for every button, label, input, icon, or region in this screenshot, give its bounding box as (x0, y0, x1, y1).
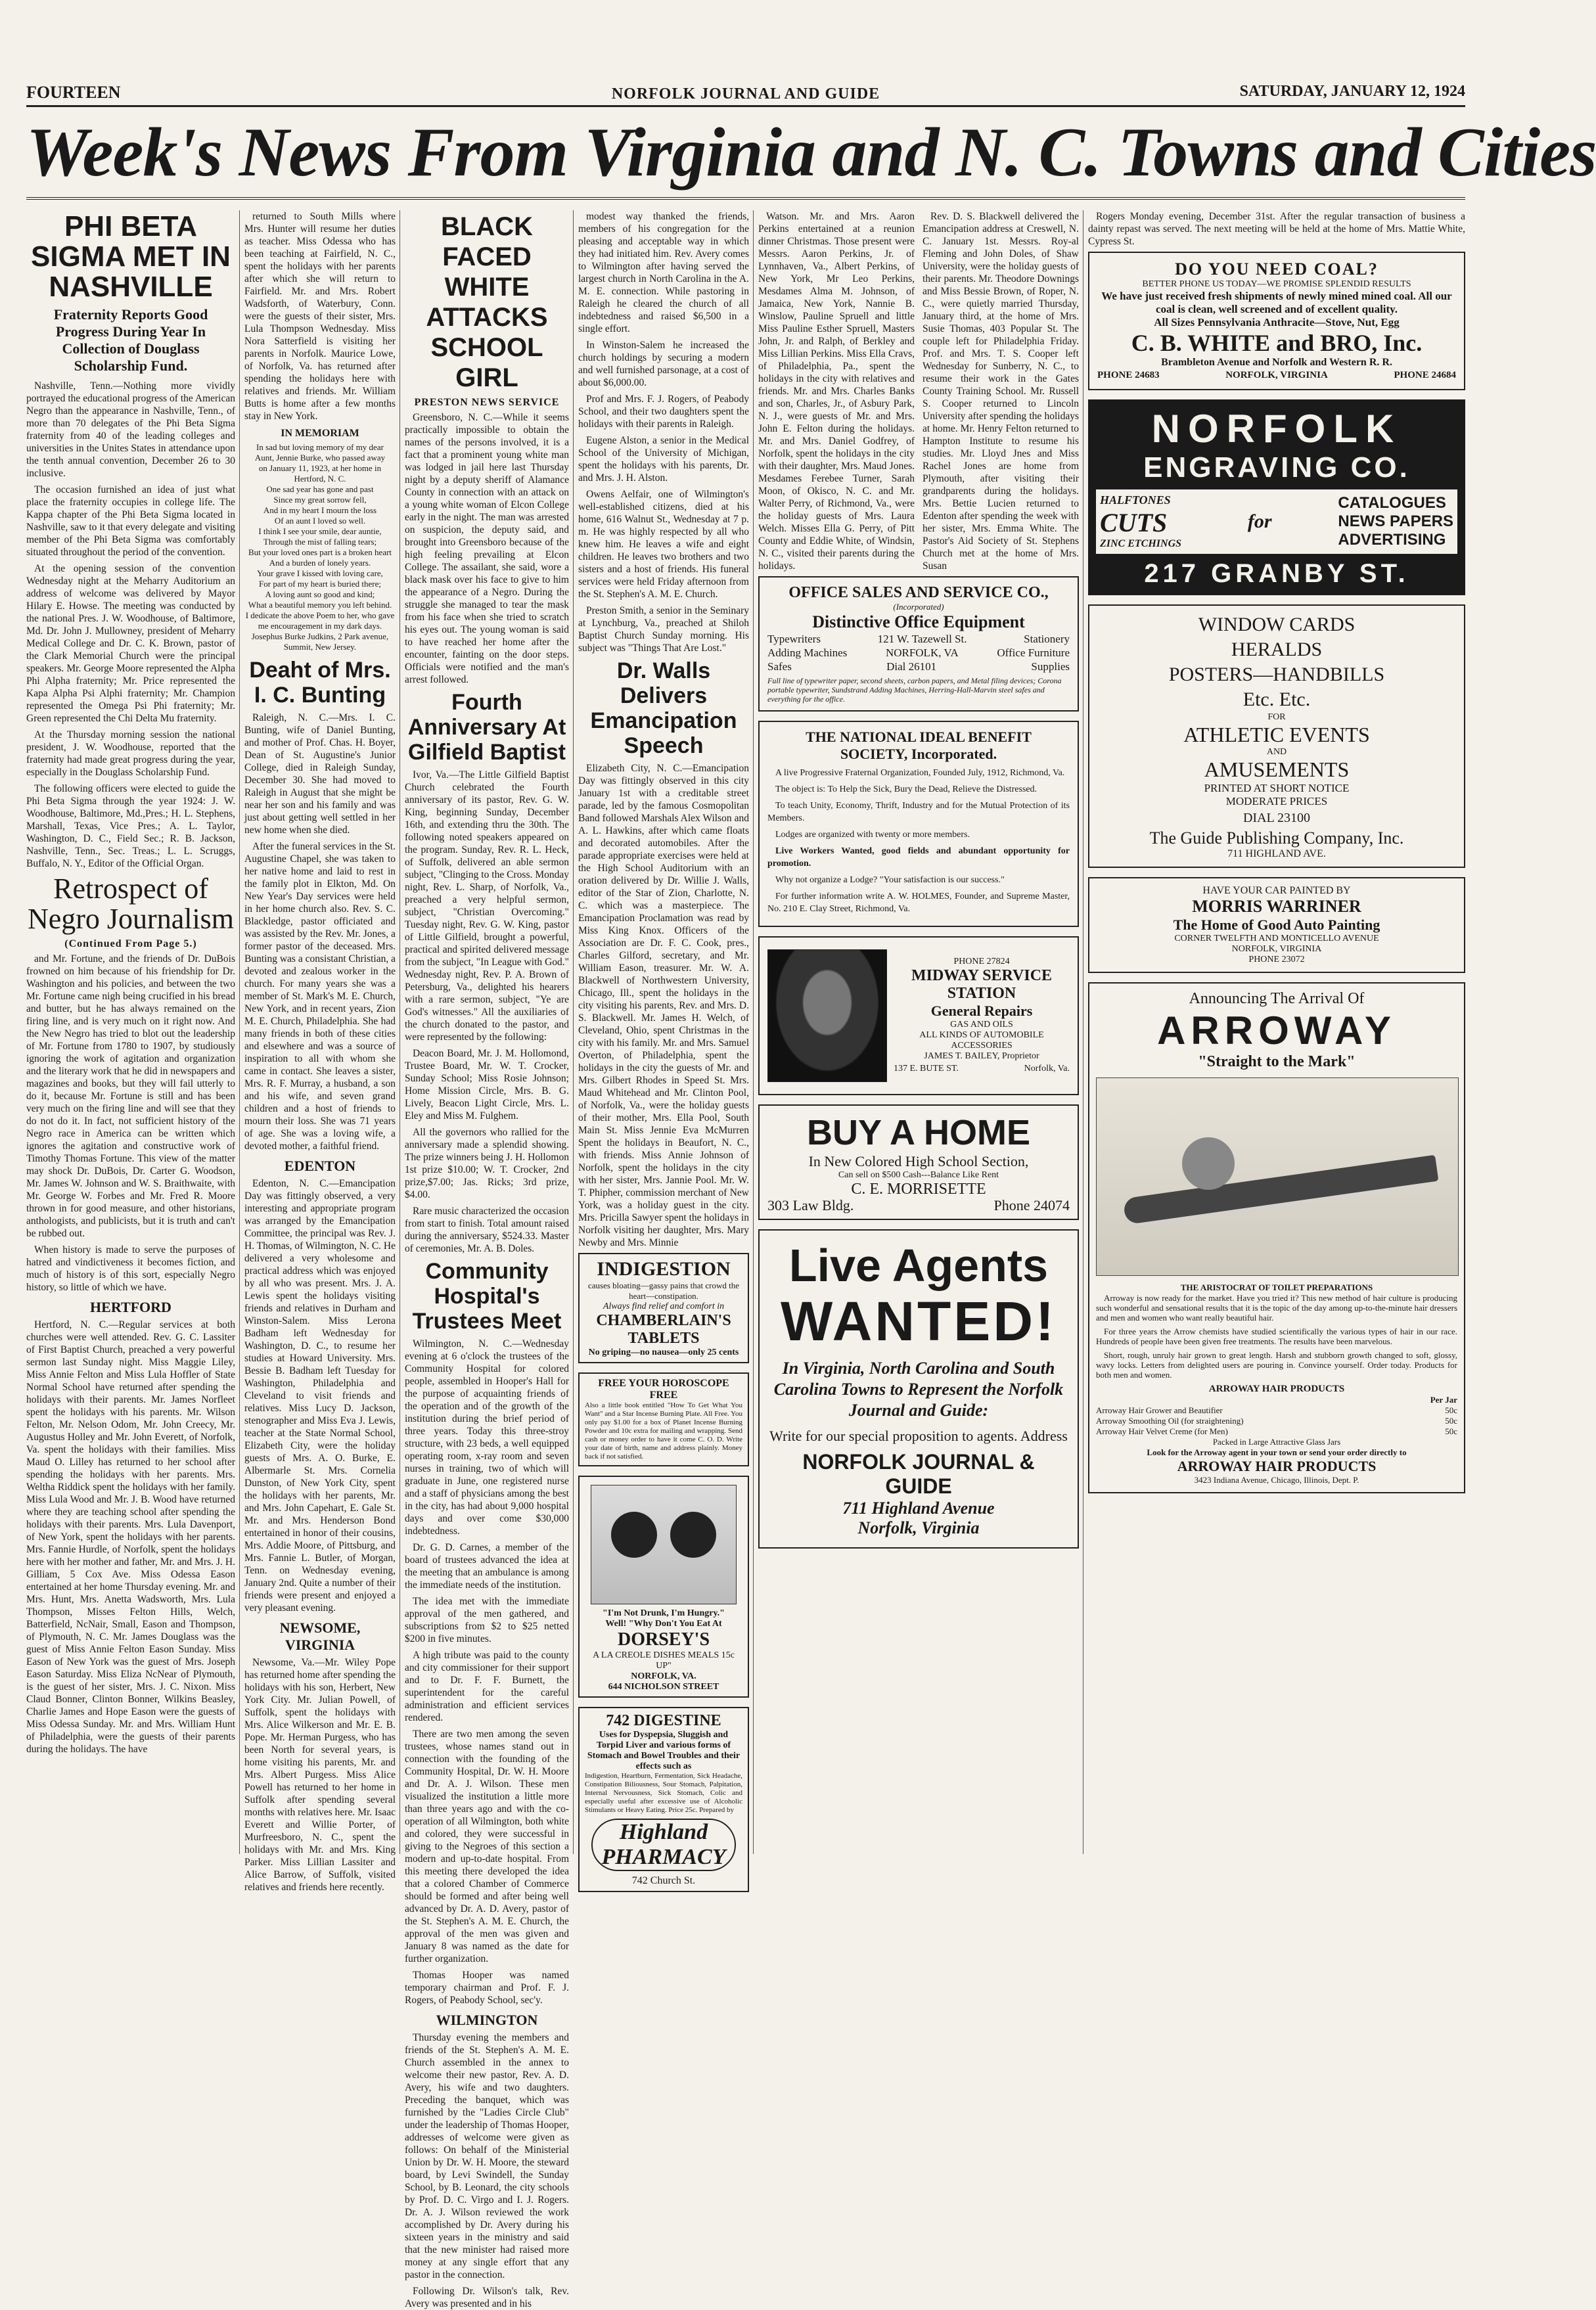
paragraph: Watson. Mr. and Mrs. Aaron Perkins entertained at a reunion dinner Christmas. Those present were Messrs. Aaron Perkins, Jr. of Lynnhaven, Va., Albert Perkins, of New York, Mr Leo Perkins, Mesdames Alma M. Johnson, of Jamaica, New York, Nannie B. Winslow, Pauline Spruell and little Miss Pauline Esther Spruell, Masters John, Jr. and Ralph, of Berkley and Miss Lillian Perkins. Miss Ella Cravs, of Philadelphia, Pa., spent the holidays in the city with relatives and friends. Mr. and Mrs. Charles Banks and son, Charles, Jr., of Asbury Park, N. J., were guests of Mr. and Mrs. John E. Felton during the holidays. Mr. and Mrs. Daniel Godfrey, of Norfolk, spent the holidays in the city with their daughter, Mrs. Maud Jones. Mesdames Ferebee Turner, Sarah Moon, of Okisco, N. C. and Mr. Walter Perry, of Richmond, Va., were the holiday guests of Mrs. Laura Welch. Misses Ella G. Perry, of Pitt County and Eddie White, of Windsin, N. C., visited their parents during the holidays. (758, 211, 915, 572)
ad-address: 3423 Indiana Avenue, Chicago, Illinois, Dept. P. (1194, 1475, 1359, 1485)
article-title: PHI BETA SIGMA MET IN NASHVILLE (31, 210, 231, 303)
poem-line: Since my great sorrow fell, (273, 495, 367, 505)
section-title: HERTFORD (90, 1299, 171, 1315)
ad-text: Also a little book entitled "How To Get What You Want" and a Star Incense Burning Plate. All Free. You only pay $1.00 for a box of Planet Incense Burning Powder and 10c extra for mailing and wrapping. Send cash or money order to have it come C. O. D. Write your date of birth, name and address plainly. Money back if not satisfied. (585, 1401, 742, 1461)
poem-line: Of an aunt I loved so well. (274, 516, 366, 526)
ad-text: BETTER PHONE US TODAY—WE PROMISE SPLENDID RESULTS (1142, 279, 1411, 289)
ad-text: ATHLETIC EVENTS (1183, 723, 1370, 746)
poem-line: I dedicate the above Poem to her, who gave me encouragement in my dark days. (245, 610, 395, 631)
ad-text: (Incorporated) (893, 602, 944, 612)
ad-text: Indigestion, Heartburn, Fermentation, Sick Headache, Constipation Biliousness, Sour Stomach, Palpitation, Internal Nervousness, Sick Stomach, Colic and especially useful after excessive use of Alcoholic Stimulants or Heavy Eating. Price 25c. Prepared by (585, 1772, 742, 1814)
ad-text: For three years the Arrow chemists have studied scientifically the various types of hair in our race. Hundreds of people have been given free treatments. The results have been marvelous. (1096, 1326, 1457, 1346)
ad-text: JAMES T. BAILEY, Proprietor (924, 1051, 1039, 1061)
ad-text: MODERATE PRICES (1225, 795, 1328, 807)
paragraph: The idea met with the immediate approval of the men gathered, and subscriptions from $2 to $25 netted $200 in five minutes. (405, 1596, 569, 1644)
column-5 (758, 210, 1079, 1854)
issue-date: SATURDAY, JANUARY 12, 1924 (1239, 83, 1465, 100)
ad-address: 711 HIGHLAND AVE. (1227, 848, 1326, 859)
ad-text: Live Workers Wanted, good fields and abundant opportunity for promotion. (767, 846, 1070, 869)
paragraph: When history is made to serve the purposes of hatred and vindictiveness it becomes fiction, and much of history is of this sort, especially Negro history, so little of which we have. (26, 1244, 235, 1293)
office-sales-ad (758, 576, 1079, 712)
office-row: Typewriters 121 W. Tazewell St. Stationery (767, 633, 1070, 645)
ad-title: WANTED! (781, 1290, 1057, 1352)
section-title: EDENTON (284, 1158, 356, 1174)
ad-name: NORFOLK JOURNAL & GUIDE (802, 1450, 1035, 1498)
ad-phone: DIAL 23100 (1243, 811, 1311, 825)
live-agents-ad (758, 1229, 1079, 1549)
paragraph: Raleigh, N. C.—Mrs. I. C. Bunting, wife of Daniel Bunting, and mother of Prof. Chas. H. Boyer, Dean of St. Augustine's Junior College, died in Raleigh Sunday, December 30. She had moved to Raleigh in August that she might be near her son and his family and was just about getting well settled in her new home when she died. (244, 712, 396, 836)
paragraph: At the opening session of the convention Wednesday night at the Meharry Auditorium an address of welcome was delivered by Mayor Hilary E. Howse. The meeting was conducted by the national Pres. J. W. Woodhouse, of Baltimore, Md. Dr. John J. Mullowney, president of Meharry Medical College and Dr. C. K. Brown, pastor of the Clark Memorial Church were the principal speakers. Mr. George Moore represented the Alpha Phi Alpha fraternity; Mr. Price represented the Kapa Alpha Psi Alphi fraternity; Mr. Champion represented the Omega Psi Phi fraternity; Mr. Green represented the Chi Delta Mu fraternity. (26, 563, 235, 724)
ad-text: HERALDS (1231, 639, 1323, 660)
ad-text: "I'm Not Drunk, I'm Hungry." (603, 1608, 725, 1618)
indigestion-ad (578, 1253, 749, 1363)
paragraph: In Winston-Salem he increased the church holdings by securing a modern and well furnished parsonage, at a cost of about $6,000.00. (578, 340, 749, 388)
poem-line: A loving aunt so good and kind; (265, 589, 375, 599)
paragraph: The occasion furnished an idea of just what place the fraternity occupies in college life. The Kappa chapter of the Phi Beta Sigma located in Nashville, saw to it that every delegate and visiting member of the Phi Beta Sigma was comfortably situated throughout the period of the convention. (26, 484, 235, 558)
paragraph: returned to South Mills where Mrs. Hunter will resume her duties as teacher. Miss Odessa who has been teaching at Fairfield, N. C., spent the holidays with her parents after which she will return to Fairfield. Mr. and Mrs. Robert Wadsforth, of Waterbury, Conn. were the guests of their sister, Mrs. Lula Thompson Wednesday. Miss Nora Satterfield is visiting her parents in Norfolk. Maurice Lowe, of Norfolk, Va. has returned after spending the holidays here with relatives and friends. Mr. William Butts is home after a few months stay in New York. (244, 211, 396, 422)
poem-line: But your loved ones part is a broken heart (248, 547, 392, 557)
highland-pharmacy-logo: Highland PHARMACY (591, 1819, 736, 1871)
ad-title: MIDWAY SERVICE STATION (911, 966, 1053, 1002)
price-row: Arroway Smoothing Oil (for straightening) 50c (1096, 1416, 1457, 1426)
article-title: BLACK FACED WHITE ATTACKS SCHOOL GIRL (426, 212, 548, 392)
ad-text: To teach Unity, Economy, Thrift, Industry and for the Mutual Protection of its Members. (767, 801, 1070, 823)
article-title: Community Hospital's Trustees Meet (412, 1259, 562, 1334)
column-6 (1088, 210, 1465, 1854)
ad-title: NORFOLK (1151, 407, 1402, 451)
ad-text: NORFOLK, VA. (631, 1671, 696, 1681)
ad-text: No griping—no nausea—only 25 cents (588, 1348, 739, 1357)
paper-name: NORFOLK JOURNAL AND GUIDE (611, 85, 880, 102)
ad-text: Write for our special proposition to agents. Address (769, 1428, 1068, 1444)
ad-text: CUTS (1100, 508, 1168, 537)
ad-text: GAS AND OILS (950, 1019, 1013, 1030)
article-title: Fourth Anniversary At Gilfield Baptist (407, 690, 566, 765)
paragraph: Following Dr. Wilson's talk, Rev. Avery was presented and in his (405, 2286, 569, 2309)
paragraph: Greensboro, N. C.—While it seems practically impossible to obtain the names of the persons involved, it is a fact that a prominent young white man was lodged in jail here last Thursday night by a deputy sheriff of Alamance County in connection with an attack on a young white woman of Elcon College early in the night. The man was arrested on suspicion, the deputy said, and brought into Greensboro because of the high feeling prevailing at Elcon College. The assailant, she said, wore a black mask over his face to give to him the appearance of a Negro. During the struggle she managed to tear the mask from his face when she tried to scratch his eyes out. The young woman is said to have reached her home after the encounter, fainting on the door steps. Officials were notified and the man's arrest followed. (405, 412, 569, 685)
column-3 (405, 210, 569, 2309)
paragraph: The following officers were elected to guide the Phi Beta Sigma through the year 1924: J. W. Woodhouse, Baltimore, Md.,Pres.; H. L. Stephens, Marshall, Texas, Vice Pres.; A. L. Taylor, Washington, D. C., Field Sec.; R. B. Jackson, Nashville, Tenn., Sec. Treas.; L. L. Scruggs, Buffalo, N. Y., Editor of the Official Organ. (26, 783, 235, 869)
ad-title: ENGRAVING CO. (1143, 451, 1410, 484)
article-subtitle: Fraternity Reports Good Progress During Year In Collection of Douglass Scholarship Fund. (53, 306, 208, 374)
paragraph: Thomas Hooper was named temporary chairman and Prof. F. J. Rogers, of Peabody School, sec'y. (405, 1970, 569, 2006)
poem-line: What a beautiful memory you left behind. (248, 600, 392, 610)
ad-text: Look for the Arroway agent in your town or send your order directly to (1147, 1447, 1407, 1457)
column-rule (573, 210, 574, 1854)
ad-title: DO YOU NEED COAL? (1175, 260, 1379, 279)
ad-address: Norfolk, Virginia (857, 1518, 980, 1537)
ad-text: ADVERTISING (1338, 531, 1446, 549)
ad-text: POSTERS—HANDBILLS (1168, 664, 1385, 685)
two-col-briefs (758, 210, 1079, 576)
coal-phones: PHONE 24683 NORFOLK, VIRGINIA PHONE 24684 (1097, 370, 1456, 380)
ad-address: Brambleton Avenue and Norfolk and Western R. R. (1161, 357, 1392, 368)
ad-phone: PHONE 23072 (1248, 955, 1305, 964)
paragraph: Rogers Monday evening, December 31st. After the regular transaction of business a dainty repast was served. The next meeting will be held at the home of Mrs. Mattie White, Cypress St. (1088, 211, 1465, 247)
ad-title: Live Agents (788, 1240, 1049, 1291)
paragraph: A high tribute was paid to the county and city commissioner for their support and to Dr. F. F. Burnett, the superintendent for the careful administration and efficient services rendered. (405, 1650, 569, 1723)
paragraph: Eugene Alston, a senior in the Medical School of the University of Michigan, spent the holidays with his parents, Dr. and Mrs. J. H. Alston. (578, 435, 749, 484)
poem-line: For part of my heart is buried there; (259, 579, 381, 589)
column-2 (244, 210, 396, 1893)
ad-title: BUY A HOME (806, 1113, 1031, 1152)
section-title: WILMINGTON (436, 2012, 538, 2028)
ad-title: FREE YOUR HOROSCOPE FREE (598, 1378, 729, 1401)
ad-address: 742 Church St. (631, 1875, 696, 1886)
dorseys-cartoon-image (591, 1485, 737, 1604)
ad-text: ALL KINDS OF AUTOMOBILE ACCESSORIES (919, 1030, 1044, 1051)
ad-text: HAVE YOUR CAR PAINTED BY (1202, 885, 1351, 896)
national-ideal-benefit-ad (758, 721, 1079, 927)
poem-line: In sad but loving memory of my dear (256, 442, 384, 452)
ad-title: 742 DIGESTINE (606, 1712, 721, 1729)
ad-title: DORSEY'S (617, 1629, 710, 1650)
memorial-poem (244, 442, 396, 652)
paragraph: Owens Aelfair, one of Wilmington's well-established citizens, died at his home, 616 Walnut St., Wednesday at 7 p. m. He was highly respected by all who knew him. He leaves a wife and eight children. He leaves two brothers and two sisters and a host of friends. His funeral services were held Friday afternoon from the St. Stephen's A. M. E. Church. (578, 489, 749, 600)
byline: PRESTON NEWS SERVICE (414, 397, 560, 408)
ad-text: In Virginia, North Carolina and South Carolina Towns to Represent the Norfolk Journal and Guide: (773, 1359, 1064, 1420)
ad-title: THE NATIONAL IDEAL BENEFIT (806, 729, 1032, 745)
poem-line: Your grave I kissed with loving care, (257, 568, 383, 578)
column-rule (399, 210, 400, 1854)
section-title: IN MEMORIAM (281, 428, 359, 439)
ad-text: Packed in Large Attractive Glass Jars (1212, 1437, 1341, 1447)
poem-line: One sad year has gone and past (266, 484, 374, 494)
ad-text: Why not organize a Lodge? "Your satisfaction is our success." (775, 875, 1005, 885)
ad-text: Lodges are organized with twenty or more members. (775, 830, 970, 840)
ad-text: In New Colored High School Section, (808, 1153, 1029, 1169)
arroway-ad (1088, 982, 1465, 1493)
article-title: Dr. Walls Delivers Emancipation Speech (590, 658, 737, 758)
column-rule (239, 210, 240, 1854)
page-headline: Week's News From Virginia and N. C. Towns and Cities (26, 114, 1596, 191)
paragraph: modest way thanked the friends, members of his congregation for the pleasing and acceptable way in which they had initiated him. Rev. Avery comes to Wilmington after having served the largest church in North Carolina in the A. M. E. connection. While pastoring in Raleigh he cleared the church of all indebtedness and raised $6,500 in a single effort. (578, 211, 749, 334)
ad-address: CORNER TWELFTH AND MONTICELLO AVENUE (1174, 934, 1379, 943)
paragraph: Deacon Board, Mr. J. M. Hollomond, Trustee Board, Mr. W. T. Crocker, Sunday School; Miss Rosie Johnson; Home Mission Circle, Mrs. B. G. Lively, Beacon Light Circle, Mrs. L. Eley and Miss M. Fulghem. (405, 1048, 569, 1121)
ad-text: Arroway is now ready for the market. Have you tried it? This new method of hair culture is producing such wonderful and sensational results that it is the topic of the day among up-to-the-minute hair dressers and men and women who want really beautiful hair. (1096, 1293, 1457, 1323)
continued-note: (Continued From Page 5.) (64, 938, 197, 949)
digestine-ad (578, 1707, 749, 1892)
ad-product: CHAMBERLAIN'S TABLETS (596, 1312, 731, 1347)
ad-title: ARROWAY (1157, 1008, 1396, 1053)
ad-text: causes bloating—gassy pains that crowd the heart—constipation. (588, 1280, 739, 1301)
paragraph: Dr. G. D. Carnes, a member of the board of trustees advanced the idea at the meeting that an ambulance is among the immediate needs of the institution. (405, 1542, 569, 1591)
column-rule (753, 210, 754, 1854)
paragraph: Newsome, Va.—Mr. Wiley Pope has returned home after spending the holidays with his son, Herbert, New York City. Mr. Julian Powell, of Suffolk, spent the holidays with Mrs. Alice Wilkerson and Mr. E. B. Pope. Mr. Herman Purgess, who has been North for several years, is home visiting his parents, Mr. and Mrs. Albert Purgess. Miss Alice Powell has returned to her home in Suffolk after spending several months with relatives here. Mr. Isaac Everett and Willie Porter, of Murfreesboro, N. C., spent the holidays with Mr. and Mrs. King Parker. Miss Lillian Lassiter and Alice Barrow, of Suffolk, visited relatives and friends here recently. (244, 1657, 396, 1893)
proprietor-portrait-image (767, 949, 887, 1082)
masthead (26, 79, 1465, 107)
paragraph: Prof and Mrs. F. J. Rogers, of Peabody School, and their two daughters spent the holidays with their parents in Raleigh. (578, 394, 749, 430)
ad-text: We have just received fresh shipments of newly mined mined coal. All our coal is clean, well screened and of excellent quality. (1101, 290, 1452, 315)
ad-address: 711 Highland Avenue (842, 1499, 995, 1518)
paragraph: After the funeral services in the St. Augustine Chapel, she was taken to her native home and laid to rest in the family plot in Elkton, Md. On New Year's Day services were held in her home church also. Rev. S. C. Blackledge, pastor officiated and was assisted by the Rev. Mr. Jones, a former pastor of the deceased. Mrs. Bunting was a consistant Christian, a devoted and zealous worker in the church. For many years she was a member of St. Mark's M. E. Church, New York, and in recent years, Zion M. E. Church, Philadelphia. She had many friends in both of these cities and elsewhere and was a source of inspiration to all with whom she came in contact. She leaves a sister, Mrs. R. F. Murray, a husband, a son and his wife, and seven grand children and a host of friends to mourn their loss. She was 71 years of age. She was a loving wife, a devoted mother, a faithful friend. (244, 841, 396, 1152)
article-title: Retrospect of Negro Journalism (27, 872, 235, 935)
ad-text: Per Jar (1430, 1395, 1457, 1405)
ad-address: 303 Law Bldg. Phone 24074 (767, 1197, 1070, 1213)
column-1 (26, 210, 235, 1854)
ad-address: 137 E. BUTE ST. Norfolk, Va. (894, 1063, 1070, 1074)
ad-text: AND (1266, 747, 1287, 757)
ad-text: ZINC ETCHINGS (1100, 538, 1182, 549)
coal-ad (1088, 252, 1465, 390)
norfolk-engraving-ad (1088, 399, 1465, 595)
office-row: Adding Machines NORFOLK, VA Office Furniture (767, 646, 1070, 659)
ad-name: MORRIS WARRINER (1192, 897, 1361, 916)
ad-address: 644 NICHOLSON STREET (608, 1682, 719, 1692)
guide-printing-ad (1088, 604, 1465, 868)
paragraph: Hertford, N. C.—Regular services at both churches were well attended. Rev. G. C. Lassiter of First Baptist Church, preached a very powerful sermon last Sunday night. Miss Maggie Liley, Miss Annie Felton and Miss Lula Hoffler of State Normal School have returned after spending the holidays with their parents. Mr. James Norfleet spent the holidays with his parents. Mr. Wilson Felton, Mr. Nelson Odom, Mr. John Creecy, Mr. Augustus Holley and Mr. John Everett, of Norfolk, Va. spent the holidays with their families. Miss Maud O. Lilley has returned to her school after spending the holidays with her parents. Mrs. Weltha Riddick spent the holidays with her family. Miss Lula Wood and Mr. J. B. Wood have returned where they are teaching school after spending the holidays with their parents. Mrs. Lula Davenport, of New York, spent the holidays with her parents. Mrs. Fannie Hurdle, of Norfolk, spent the holidays here with her mother and father, Mr. and Mrs. J. H. Gilliam, 5 Cox Ave. Miss Odessa Eason entertained at her home Thursday evening. Mr. and Mrs. Hunt, Mrs. Anetta Wadsworth, Mrs. Lula Thompson, Misses Felton Hills, Welch, Batterfield, NcNair, Small, Eason and Thompson, of Plymouth, N. C. Mr. James Douglass was the guest of Miss Annie Felton Eason Sunday. Miss Eason of New York was the guest of Mrs. Joseph Eason Saturday. Miss Eliza NcNear of Plymouth, is the guest of her sister, Mrs. J. C. Nixon. Miss Claud Bonner, Clinton Bonner, Wilkins Beasley, Charlie James and Hope Eason were the guests of Miss Odessa Sunday. Mr. and Mrs. William Hunt of Philadelphia, were the guests of their parents during the holidays. The have (26, 1319, 235, 1755)
ad-text: Always find relief and comfort in (603, 1302, 725, 1311)
paragraph: and Mr. Fortune, and the friends of Dr. DuBois frowned on him because of his friendship for Dr. Washington and his policies, and between the two Mr. Fortune came nigh being crucified in his bread and butter, but he has always remained on the firing line, and is very much on it right now. And the New Negro has tried to blot out the leadership of Mr. Fortune from 1780 to 1907, by studiously ignoring the work of agitation and organization and the literary work that he did in newspapers and magazines and books, but they will fail utterly to do it, because Mr. Fortune is still and has been very much on the firing line and will see that they do not do it. In fact, not sufficient history of the Negro race in America can be written which ignores the agitation and constructive work of Timothy Thomas Fortune. This view of the matter may shock Dr. DuBois, Dr. Carter G. Woodson, Mr. James W. Johnson and W. S. Braithwaite, with Mr. George W. Forbes and Mr. Fred R. Moore thrown in for good measure, and other historians, anthologists, and publicists, but it is truth and can't be rubbed out. (26, 953, 235, 1239)
ad-text: A LA CREOLE DISHES MEALS 15c UP" (593, 1650, 735, 1671)
poem-line: on January 11, 1923, at her home in Hertford, N. C. (258, 463, 382, 484)
column-4 (578, 210, 749, 1886)
ad-text: HALFTONES (1100, 493, 1171, 507)
paragraph: Thursday evening the members and friends of the St. Stephen's A. M. E. Church assembled in the annex to welcome their new pastor, Rev. A. D. Avery, his wife and two daughters. Preceding the banquet, which was furnished by the "Ladies Circle Club" under the leadership of Thomas Hooper, addresses of welcome were given as follows: On behalf of the Ministerial Union by Dr. W. H. Moore, the steward board, by Levi Swindell, the Sunday School, by B. Leonard, the city schools by Prof. D. C. Virgo and I. J. Rogers. Dr. A. J. Wilson reviewed the work accomplished by Dr. Avery during his sixteen years in the ministry and said that the new minister had raised more money at any single effort that any pastor in the connection. (405, 2032, 569, 2280)
poem-line: And a burden of lonely years. (269, 558, 371, 568)
ad-text: All Sizes Pennsylvania Anthracite—Stove, Nut, Egg (1154, 316, 1400, 328)
section-title: NEWSOME, VIRGINIA (279, 1619, 361, 1653)
ad-text: The object is: To Help the Sick, Bury the Dead, Relieve the Distressed. (775, 784, 1037, 794)
poem-line: Aunt, Jennie Burke, who passed away (254, 453, 386, 463)
ad-text: Uses for Dyspepsia, Sluggish and Torpid Liver and various forms of Stomach and Bowel Troubles and their effects such as (587, 1730, 741, 1771)
paragraph: Edenton, N. C.—Emancipation Day was fittingly observed, a very interesting and appropriate program was arranged by the Emancipation Committee, the principal was Rev. J. H. Thomas, of Wilmington, N. C. He delivered a very wholesome and practical address which was enjoyed by all who was present. Mrs. J. A. Lewis spent the holidays visiting friends and relatives in Durham and Winston-Salem. Miss Lerona Badham left Wednesday for Washington, D. C., to resume her studies at Howard University. Mrs. Bessie B. Badham left Tuesday for Washington, Philadelphia and Cleveland to visit friends and relatives. Miss Lucy D. Jackson, stenographer and Miss Eva J. Lewis, teacher at the State Normal School, Elizabeth City, were the holiday guests of Mrs. A. O. Burke, E. Albermarle St. Mrs. Cornelia Dunston, of New York City, spent the holidays with her parents, Mr. and Mrs. John Capehart, E. Gale St. Mr. and Mrs. Henderson Bond entertained in honor of their cousins, Mrs. Addie Moore, of Pittsburg, and Mrs. Fannie L. Butler, of Morgan, Tenn. on Wednesday evening, January 2nd. Quite a number of their friends were present and enjoyed a very pleasant evening. (244, 1178, 396, 1614)
ad-text: Can sell on $500 Cash---Balance Like Rent (838, 1170, 999, 1180)
ad-text: Etc. Etc. (1243, 689, 1311, 710)
ad-subtitle: Distinctive Office Equipment (812, 612, 1025, 631)
horoscope-ad (578, 1372, 749, 1466)
ad-subtitle: The Home of Good Auto Painting (1173, 917, 1380, 933)
ad-text: NEWS PAPERS (1338, 512, 1453, 530)
ad-text: for (1247, 510, 1272, 532)
poem-line: Josephus Burke Judkins, 2 Park avenue, Summit, New Jersey. (251, 631, 389, 652)
paragraph: Wilmington, N. C.—Wednesday evening at 6 o'clock the trustees of the Community Hospital for colored people, assembled in Hooper's Hall for the purpose of acquainting friends of the operation and of the growth of the institution during the brief period of three years. Today this three-stroy structure, with 23 beds, a well equipped operating room, x-ray room and seven nurses in training, two of which will graduate in June, one registered nurse and a staff of physicians among the best in the city, has had about 9,000 hospital days and over come $30,000 indebtedness. (405, 1338, 569, 1537)
ad-text: ARROWAY HAIR PRODUCTS (1208, 1384, 1345, 1394)
ad-address: 217 GRANBY ST. (1144, 559, 1409, 588)
price-row: Arroway Hair Velvet Creme (for Men) 50c (1096, 1426, 1457, 1436)
ad-text: WINDOW CARDS (1198, 614, 1356, 635)
paragraph: All the governors who rallied for the anniversary made a splendid showing. The prize winners being J. H. Hollomon 1st prize $10.00; W. T. Crocker, 2nd prize,$7.00; Jas. Ricks; 3rd prize, $4.00. (405, 1127, 569, 1200)
office-row: Safes Dial 26101 Supplies (767, 660, 1070, 673)
ad-name: ARROWAY HAIR PRODUCTS (1177, 1458, 1377, 1474)
paragraph: Preston Smith, a senior in the Seminary at Lynchburg, Va., preached at Shiloh Baptist Church Sunday morning. His subject was "Things That Are Lost." (578, 605, 749, 654)
ad-name: C. B. WHITE and BRO, Inc. (1131, 330, 1423, 356)
price-row: Arroway Hair Grower and Beautifier 50c (1096, 1405, 1457, 1415)
ad-text: Well! "Why Don't You Eat At (605, 1619, 722, 1629)
ad-title: INDIGESTION (597, 1258, 731, 1280)
paragraph: Elizabeth City, N. C.—Emancipation Day was fittingly observed in this city January 1st with a creditable street parade, led by the famous Cosmopolitan Band followed Marshals Alex Wilson and A. L. Hawkins, after which came floats and decorated automobiles. After the parade appropriate exercises were held at the High School Auditorium with an oration delivered by Dr. Willie J. Walls, editor of the Star of Zion, Charlotte, N. C. which was a masterpiece. The Emancipation Proclamation was read by Miss King Knox. Officers of the Association are Dr. F. C. Cook, pres., Charles Gilford, secretary, and Mr. William Eason, treasurer. Mr. W. A. Blackwell of Northwestern University, Chicago, Ill., spent the holidays in the city visiting his parents, Rev. and Mrs. D. S. Blackwell. Mr. James H. Welch, of Cleveland, Ohio, spent Christmas in the city with his family. Mr. and Mrs. Samuel Overton, of Philadelphia, spent the holidays in the city the guests of Mr. and Mrs. Gilbert Rhodes in Speed St. Mrs. Maud Whitehead and Mr. Clinton Pool, of Norfolk, Va., were the holiday guests of their mother, Mrs. Ella Pool, South Main St. Miss Jennie Eva McMurren Spent the holidays in Beaufort, N. C., with friends. Miss Annie Johnson of Norfolk, spent the holidays in the city with her sister, Mrs. Jannie Pool. Mr. W. T. Phipher, commission merchant of New York, was a holiday guest in the city. Mrs. Pricilla Sawyer spent the holidays in Norfolk visiting her daughter, Mrs. Mary Newby and Mrs. Minnie (578, 763, 749, 1248)
ad-text: For further information write A. W. HOLMES, Founder, and Supreme Master, No. 210 E. Clay Street, Richmond, Va. (767, 892, 1070, 914)
dorseys-ad (578, 1476, 749, 1698)
ad-subtitle: "Straight to the Mark" (1198, 1053, 1356, 1070)
paragraph: Ivor, Va.—The Little Gilfield Baptist Church celebrated the Fourth anniversary of its pastor, Rev. G. W. King, beginning Sunday, December 16th, and extending thru the 30th. The following noted speakers appeared on the program. Sunday, Rev. R. L. Heck, of Suffolk, delivered an able sermon subject, "Clinging to the Cross. Monday night, Rev. L. Sharp, of Norfolk, Va., preached a very helpful sermon, subject, "Christian Overcoming." Tuesday night, Rev. G. W. King, pastor of Little Gilfield, brought a powerful, practical and spirited delivered message from the subject, "In League with God." Wednesday night, Rev. P. A. Brown of Petersburg, Va., delighted his hearers with a rare sermon, subject, "Ye are God's witnesses." All the auxiliaries of the church donated to the pastor, and were represented by the following: (405, 769, 569, 1043)
ad-title: SOCIETY, Incorporated. (840, 746, 997, 762)
ad-text: THE ARISTOCRAT OF TOILET PREPARATIONS (1180, 1282, 1373, 1292)
buy-a-home-ad (758, 1104, 1079, 1220)
arroway-airplane-image (1096, 1077, 1459, 1276)
ad-text: PRINTED AT SHORT NOTICE (1204, 782, 1350, 794)
ad-text: Full line of typewriter paper, second sheets, carbon papers, and Metal filing devices; Corona portable typewriter, Sundstrand Adding Machines, Herring-Hall-Marvin steel safes and everything for the office. (767, 676, 1062, 704)
ad-text: CATALOGUES (1338, 494, 1446, 512)
ad-phone: PHONE 27824 (953, 956, 1010, 966)
poem-line: Through the mist of falling tears; (263, 537, 377, 547)
ad-address: NORFOLK, VIRGINIA (1231, 944, 1322, 954)
paragraph: Rare music characterized the occasion from start to finish. Total amount raised during the anniversary, $524.33. Master of ceremonies, Mr. A. B. Doles. (405, 1206, 569, 1254)
poem-line: And in my heart I mourn the loss (263, 505, 377, 515)
ad-title: OFFICE SALES AND SERVICE CO., (788, 584, 1049, 601)
ad-subtitle: General Repairs (930, 1002, 1033, 1019)
poem-line: I think I see your smile, dear auntie, (258, 526, 382, 536)
ad-text: Short, rough, unruly hair grown to great length. Harsh and stubborn growth changed to soft, glossy, wavy locks. Letters from delighted users are pouring in. Convince yourself. Order today. Products for both men and women. (1096, 1350, 1457, 1380)
ad-name: The Guide Publishing Company, Inc. (1149, 828, 1404, 848)
ad-text: AMUSEMENTS (1204, 758, 1350, 781)
paragraph: Nashville, Tenn.—Nothing more vividly portrayed the educational progress of the American Negro than the appearance in Nashville, Tenn., of more than 70 delegates of the Phi Beta Sigma fraternity from 40 of the leading colleges and universities in the Unites States in attendance upon the tenth annual convention, December 26 to 30 inclusive. (26, 380, 235, 479)
headline-rule (26, 197, 1465, 200)
article-title: Deaht of Mrs. I. C. Bunting (249, 658, 391, 708)
paragraph: Rev. D. S. Blackwell delivered the Emancipation address at Creswell, N. C. January 1st. Messrs. Roy-al Fleming and John Doles, of Shaw University, were the holiday guests of their parents. Mr. Theodore Downings and Miss Bessie Brown, of Roper, N. C., were quietly married Thursday, January third, at the home of Mrs. Susie Thomas, 403 Popular St. The couple left for Philadelphia Friday. Prof. and Mrs. T. S. Cooper left Wednesday for Sunberry, N. C., to resume their work in the Gates County Training School. Mr. Russell S. Cooper returned to Lincoln University after spending the holidays at home. Mr. Henry Felton returned to Hampton Institute to resume his studies. Mr. Lloyd Jnes and Miss Rachel Jones are home from Plymouth, after visiting their grandparents during the holidays. Mrs. Bettie Lucien returned to Edenton after spending the week with her sister, Mrs. Emma White. The Pastor's Aid Society of St. Stephens Church met at the home of Mrs. Susan (923, 211, 1079, 572)
ad-text: A live Progressive Fraternal Organization, Founded July, 1912, Richmond, Va. (775, 768, 1065, 778)
ad-name: C. E. MORRISETTE (851, 1181, 986, 1198)
paragraph: At the Thursday morning session the national president, J. W. Woodhouse, reported that the fraternity had made great progress during the year, especially in the Douglass Scholarship Fund. (26, 729, 235, 778)
car-painting-ad (1088, 877, 1465, 973)
midway-service-ad (758, 936, 1079, 1095)
paragraph: There are two men among the seven trustees, whose names stand out in connection with the founding of the Community Hospital, Dr. W. H. Moore and Dr. A. J. Wilson. These men visualized the institution a little more than three years ago and with the co-operation of all Wilmington, both white and colored, they were successful in giving to the Negroes of this section a modern and up-to-date hospital. From this meeting there developed the idea that a colored Chamber of Commerce should be formed and after being well advanced by Dr. A. D. Avery, pastor of the St. Stephen's A. M. E. Church, the approval of the men was given and January 8 was named as the date for further organization. (405, 1729, 569, 1964)
ad-text: FOR (1267, 712, 1286, 722)
ad-text: Announcing The Arrival Of (1189, 990, 1365, 1007)
page-number: FOURTEEN (26, 83, 121, 102)
